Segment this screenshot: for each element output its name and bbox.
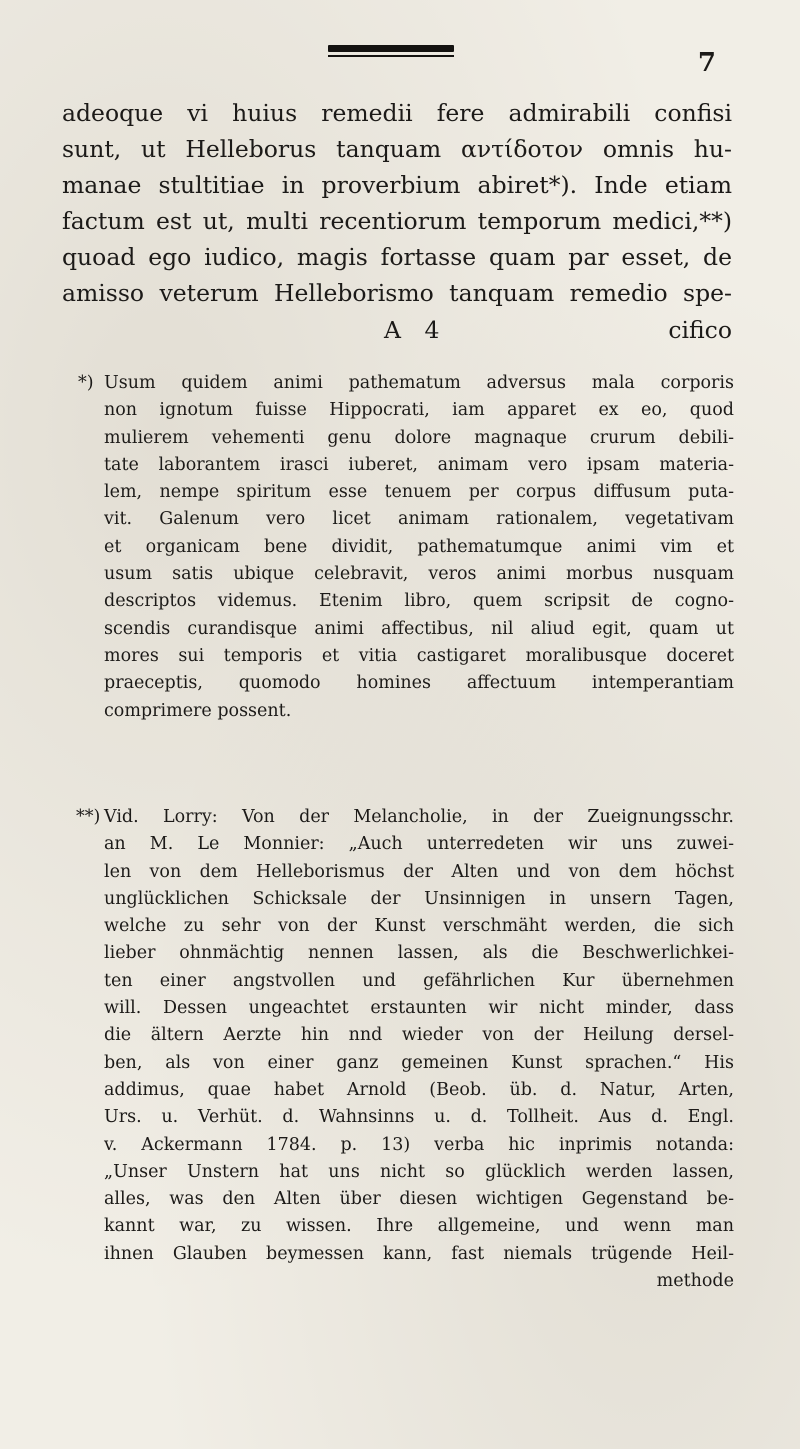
signature-mark: A 4 [384,316,448,344]
footnote-line: Usum quidem animi pathematum adversus mala corporis [104,373,734,393]
footnote-marker: *) [78,373,94,393]
footnote-line: praeceptis, quomodo homines affectuum intemperantiam [104,673,734,694]
main-text-line: sunt, ut Helleborus tanquam αντίδοτον omnis hu- [62,135,732,163]
footnote-line: mulierem vehementi genu dolore magnaque crurum debili- [104,427,734,448]
footnote-line: unglücklichen Schicksale der Unsinnigen in unsern Tagen, [104,888,734,909]
main-text-line: quoad ego iudico, magis fortasse quam par esset, de [62,243,732,271]
main-text-line: amisso veterum Helleborismo tanquam remedio spe- [62,279,732,307]
main-text [62,95,732,311]
footnote-1 [78,370,734,725]
footnote-marker: **) [76,807,101,827]
footnote-line: scendis curandisque animi affectibus, nil aliud egit, quam ut [104,618,734,639]
footnote-line: an M. Le Monnier: „Auch unterredeten wir uns zuwei- [104,834,734,855]
footnote-line: ben, als von einer ganz gemeinen Kunst sprachen.“ His [104,1052,734,1073]
footnote-line: will. Dessen ungeachtet erstaunten wir nicht minder, dass [104,998,734,1019]
footnote-line: „Unser Unstern hat uns nicht so glücklich werden lassen, [104,1161,734,1182]
main-text-line: factum est ut, multi recentiorum temporum medici,**) [62,207,732,235]
footnote-line: die ältern Aerzte hin nnd wieder von der Heilung dersel- [104,1025,734,1046]
footnote-line: comprimere possent. [104,700,292,721]
footnote-line: Urs. u. Verhüt. d. Wahnsinns u. d. Tollheit. Aus d. Engl. [104,1107,734,1128]
footnote-line: Vid. Lorry: Von der Melancholie, in der Zueignungsschr. [104,807,734,827]
header-ornament-rule [328,45,454,52]
signature-line [62,312,732,348]
footnote-line: et organicam bene dividit, pathematumque animi vim et [104,536,734,557]
footnote-line: welche zu sehr von der Kunst verschmäht werden, die sich [104,916,734,937]
footnote-line: tate laborantem irasci iuberet, animam vero ipsam materia- [104,454,734,475]
footnote-line: descriptos videmus. Etenim libro, quem scripsit de cogno- [104,591,734,612]
footnote-line: kannt war, zu wissen. Ihre allgemeine, und wenn man [104,1216,734,1237]
main-text-line: manae stultitiae in proverbium abiret*). Inde etiam [62,171,732,199]
main-text-line: adeoque vi huius remedii fere admirabili confisi [62,99,732,127]
footnote-line: usum satis ubique celebravit, veros animi morbus nusquam [104,564,734,585]
footnote-line: vit. Galenum vero licet animam rationalem, vegetativam [104,509,734,530]
catchword: cifico [668,316,732,344]
footnote-line: mores sui temporis et vitia castigaret moralibusque doceret [104,645,734,666]
footnote-line: lieber ohnmächtig nennen lassen, als die Beschwerlichkei- [104,943,734,964]
footnote-line: ten einer angstvollen und gefährlichen Kur übernehmen [104,970,734,991]
footnote-line: v. Ackermann 1784. p. 13) verba hic inprimis notanda: [104,1134,734,1155]
footnote-line: non ignotum fuisse Hippocrati, iam apparet ex eo, quod [104,400,734,421]
footnote-2 [76,804,734,1295]
footnote-line: addimus, quae habet Arnold (Beob. üb. d. Natur, Arten, [104,1079,734,1100]
footnote-line: ihnen Glauben beymessen kann, fast niemals trügende Heil- [104,1243,734,1264]
footnote-line: alles, was den Alten über diesen wichtigen Gegenstand be- [104,1189,734,1210]
page-number: 7 [697,48,716,78]
footnote-last-line: methode [656,1271,734,1292]
footnote-line: len von dem Helleborismus der Alten und von dem höchst [104,861,734,882]
footnote-line: lem, nempe spiritum esse tenuem per corpus diffusum puta- [104,482,734,503]
